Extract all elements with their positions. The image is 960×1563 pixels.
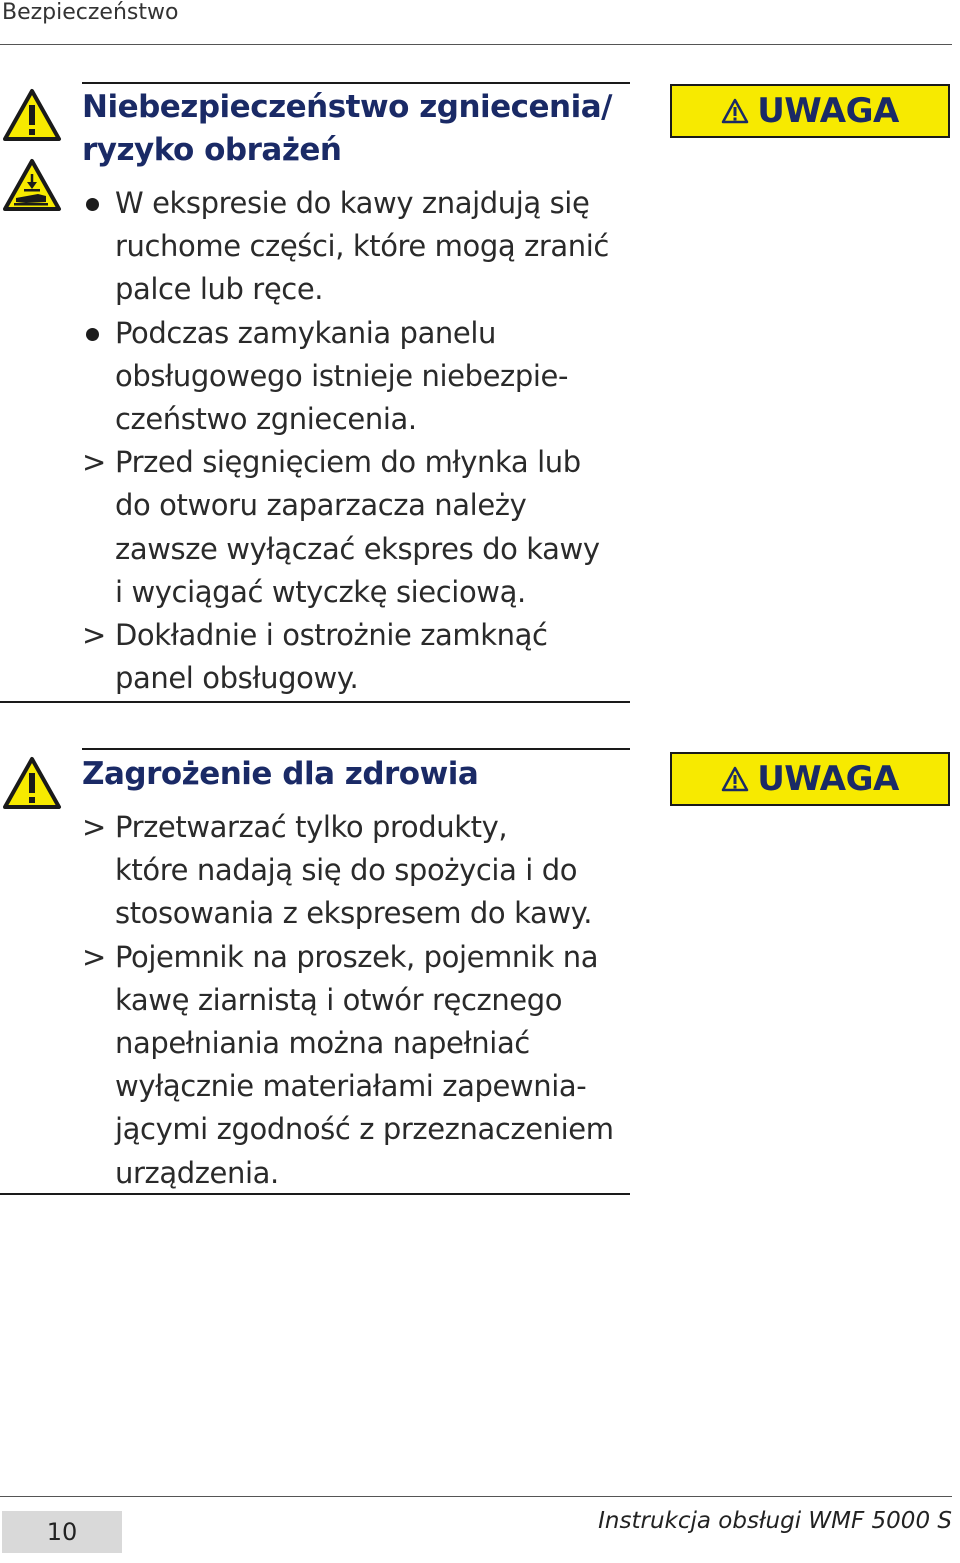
page-header-title: Bezpieczeństwo [2,0,179,25]
line-text: obsługowego istnieje niebezpie- [115,358,569,393]
caution-badge [670,752,950,806]
list-item [82,1022,630,1065]
list-item [82,268,630,311]
list-item [82,657,630,700]
line-text: do otworu zaparzacza należy [115,488,527,523]
line-text: panel obsługowy. [115,661,359,696]
bullet [86,198,99,211]
list-item [82,849,630,892]
bullet [86,328,99,341]
list-item [82,182,630,225]
list-item [82,806,630,849]
list-item [82,1065,630,1108]
line-text: stosowania z ekspresem do kawy. [115,896,593,931]
caution-badge [670,84,950,138]
line-text: W ekspresie do kawy znajdują się [115,186,590,220]
line-text: kawę ziarnistą i otwór ręcznego [115,982,563,1017]
section-1-title-line: Niebezpieczeństwo zgniecenia/ [82,89,612,125]
section-2-bottom-rule [0,1193,630,1195]
header-divider [0,44,952,45]
list-item [82,398,630,441]
section-1-bottom-rule [0,701,630,703]
list-item [82,225,630,268]
list-item [82,614,630,657]
line-text: Przetwarzać tylko produkty, [115,810,508,844]
section-1-title [82,86,622,172]
line-text: wyłącznie materiałami zapewnia- [115,1069,587,1104]
line-text: Przed sięgnięciem do młynka lub [115,445,581,480]
list-item [82,1108,630,1151]
section-2-body [82,806,630,1195]
list-item [82,936,630,979]
footer-divider [0,1496,952,1497]
line-text: Dokładnie i ostrożnie zamknąć [115,617,548,652]
line-text: urządzenia. [115,1155,279,1190]
caution-badge-label: UWAGA [757,759,899,799]
list-item [82,355,630,398]
section-2-title-line: Zagrożenie dla zdrowia [82,756,479,792]
line-text: Pojemnik na proszek, pojemnik na [115,939,599,974]
step-marker: > [82,445,106,480]
warning-triangle-icon [2,756,62,810]
page-number: 10 [2,1511,122,1553]
list-item [82,312,630,355]
section-1-title-line: ryzyko obrażeń [82,132,342,168]
line-text: jącymi zgodność z przeznaczeniem [115,1112,614,1147]
warning-triangle-icon [721,98,749,124]
step-marker: > [82,939,106,974]
hand-crush-icon [2,158,62,212]
step-marker: > [82,810,106,844]
warning-triangle-icon [2,88,62,142]
list-item [82,979,630,1022]
section-2-top-rule [82,748,630,750]
warning-triangle-icon [721,766,749,792]
line-text: które nadają się do spożycia i do [115,853,578,888]
step-marker: > [82,617,106,652]
list-item [82,571,630,614]
line-text: i wyciągać wtyczkę sieciową. [115,574,526,609]
section-1-top-rule [82,82,630,84]
line-text: ruchome części, które mogą zranić [115,229,609,264]
line-text: czeństwo zgniecenia. [115,401,417,436]
list-item [82,528,630,571]
document-title: Instrukcja obsługi WMF 5000 S [598,1508,952,1534]
list-item [82,892,630,935]
line-text: napełniania można napełniać [115,1025,530,1060]
section-2-title [82,753,622,796]
line-text: Podczas zamykania panelu [115,315,496,350]
list-item [82,484,630,527]
line-text: zawsze wyłączać ekspres do kawy [115,531,600,566]
line-text: palce lub ręce. [115,272,324,307]
list-item [82,441,630,484]
caution-badge-label: UWAGA [757,91,899,131]
section-1-body [82,182,630,700]
list-item [82,1152,630,1195]
